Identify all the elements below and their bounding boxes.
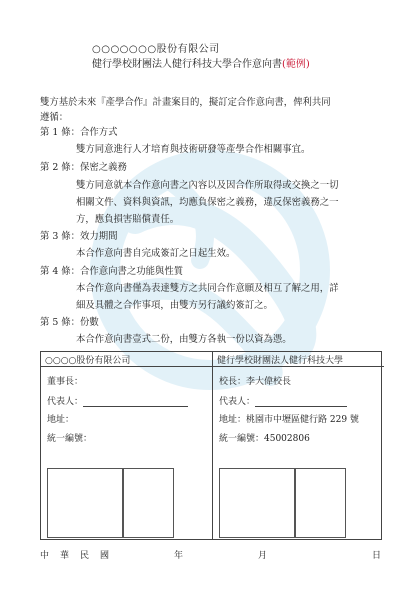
left-small-stamp-box[interactable] [123,468,174,538]
date-day-label: 日 [372,551,382,561]
company-heading: ○○○○○○○股份有限公司 [92,44,220,55]
article-4-line-1: 本合作意向書僅為表達雙方之共同合作意願及相互了解之用，詳 [76,283,339,294]
chairman-field: 董事長： [47,377,84,387]
signature-left-column [41,352,212,539]
left-title-divider [41,366,212,367]
sample-mark: (範例) [282,59,310,70]
left-party-title: ○○○○股份有限公司 [45,356,131,366]
article-2-title: 第 2 條：保密之義務 [40,162,127,173]
date-month-label: 月 [258,551,268,561]
article-2-line-1: 雙方同意就本合作意向書之內容以及因合作所取得或交換之一切 [76,180,339,191]
right-large-stamp-box[interactable] [219,468,295,538]
article-4-title: 第 4 條：合作意向書之功能與性質 [40,266,184,277]
article-5-title: 第 5 條：份數 [40,317,99,328]
right-address-field: 地址：桃園市中壢區健行路 229 號 [219,415,359,425]
right-party-title: 健行學校財團法人健行科技大學 [217,356,344,366]
left-address-field: 地址： [47,415,75,425]
date-char-2: 華 [60,551,70,561]
right-title-divider [213,366,384,367]
article-2-line-3: 方，應負損害賠償責任。 [76,214,180,225]
date-year-label: 年 [174,551,184,561]
intro-line-1: 雙方基於未來『產學合作』計畫案目的，擬訂定合作意向書，俾利共同 [40,97,331,108]
left-large-stamp-box[interactable] [47,468,123,538]
school-heading [92,55,310,70]
article-4-line-2: 細及具體之合作事項，由雙方另行議約簽訂之。 [76,300,273,311]
right-tax-id-field: 統一編號：45002806 [219,434,310,444]
right-rep-line[interactable] [255,396,347,407]
article-1-line-1: 雙方同意進行人才培育與技術研發等產學合作相關事宜。 [76,144,311,155]
right-rep-field: 代表人： [219,394,347,407]
date-char-4: 國 [100,551,110,561]
signature-right-column [213,352,384,539]
article-2-line-2: 相關文件、資料與資訊，均應負保密之義務，違反保密義務之一 [76,197,339,208]
intro-line-2: 遵循： [40,112,69,123]
left-rep-line[interactable] [83,396,188,407]
doc-title: 合作意向書 [232,59,282,70]
signature-table [40,351,382,540]
article-3-title: 第 3 條：效力期間 [40,231,118,242]
school-name: 健行學校財團法人健行科技大學 [92,59,232,70]
right-small-stamp-box[interactable] [295,468,346,538]
article-1-title: 第 1 條：合作方式 [40,127,118,138]
date-char-3: 民 [80,551,90,561]
left-rep-field: 代表人： [47,394,188,407]
left-tax-id-field: 統一編號： [47,434,93,444]
president-field: 校長：李大偉校長 [219,377,292,387]
article-3-line-1: 本合作意向書自完成簽訂之日起生效。 [76,248,236,259]
article-5-line-1: 本合作意向書壹式二份，由雙方各執一份以資為憑。 [76,334,292,345]
date-char-1: 中 [40,551,50,561]
